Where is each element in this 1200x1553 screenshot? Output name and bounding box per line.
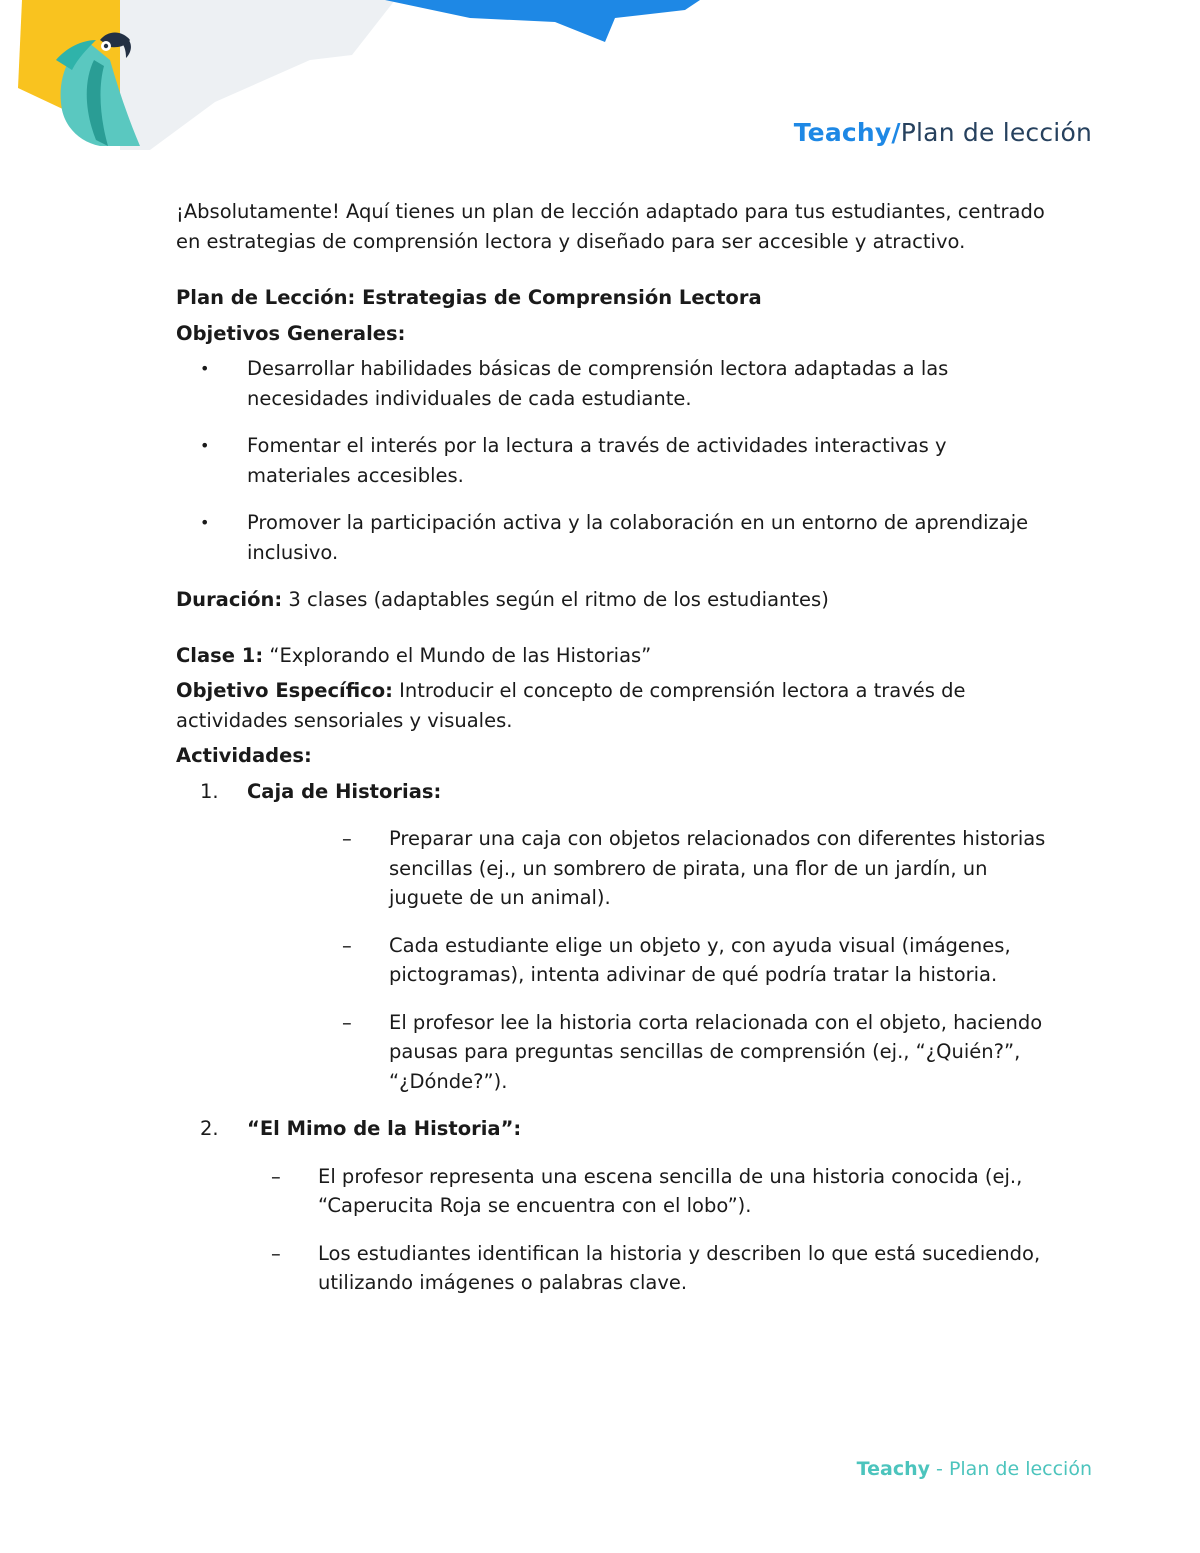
duration xyxy=(176,585,1046,615)
duration-text: 3 clases (adaptables según el ritmo de los estudiantes) xyxy=(282,588,829,611)
activity-steps xyxy=(176,1162,1046,1298)
specific-objective-text: Introducir el concepto de comprensión lectora a través de actividades sensoriales y visuales. xyxy=(176,679,966,732)
footer-brand: Teachy xyxy=(856,1458,930,1480)
footer-separator: - xyxy=(930,1458,949,1480)
objectives-list xyxy=(176,354,1046,567)
activity-item xyxy=(176,777,1046,1097)
intro-paragraph: ¡Absolutamente! Aquí tienes un plan de lección adaptado para tus estudiantes, centrado en estrategias de comprensión lectora y diseñado para ser accesible y atractivo. xyxy=(176,200,1045,253)
class-1-label: Clase 1: xyxy=(176,643,264,667)
header-title: Plan de lección xyxy=(900,118,1092,147)
list-item: • Promover la participación activa y la colaboración en un entorno de aprendizaje inclusivo. xyxy=(176,508,1046,567)
list-item: – Los estudiantes identifican la historia y describen lo que está sucediendo, utilizando imágenes o palabras clave. xyxy=(176,1239,1046,1298)
list-item: – El profesor representa una escena sencilla de una historia conocida (ej., “Caperucita Roja se encuentra con el lobo”). xyxy=(176,1162,1046,1221)
footer-title: Plan de lección xyxy=(948,1458,1092,1480)
header-brand xyxy=(794,118,1092,147)
blue-shape xyxy=(385,0,700,42)
class-1-text: “Explorando el Mundo de las Historias” xyxy=(263,643,652,667)
list-item: – Preparar una caja con objetos relacionados con diferentes historias sencillas (ej., un sombrero de pirata, una flor de un jardín, un juguete de un animal). xyxy=(247,824,1046,913)
specific-objective xyxy=(176,676,1046,735)
list-item: • Desarrollar habilidades básicas de comprensión lectora adaptadas a las necesidades individuales de cada estudiante. xyxy=(176,354,1046,413)
activities-list xyxy=(176,777,1046,1298)
activity-title: Caja de Historias: xyxy=(247,779,442,803)
activities-heading: Actividades: xyxy=(176,744,312,767)
footer xyxy=(857,1458,1092,1480)
list-item: – El profesor lee la historia corta relacionada con el objeto, haciendo pausas para preguntas sencillas de comprensión (ej., “¿Quién?”, “¿Dónde?”). xyxy=(247,1008,1046,1097)
activity-steps xyxy=(247,824,1046,1096)
duration-label: Duración: xyxy=(176,588,283,611)
grey-shape xyxy=(120,0,395,150)
activity-item xyxy=(176,1114,1046,1298)
activity-number: 1. xyxy=(200,779,219,803)
document-body xyxy=(176,197,1046,1316)
list-item: • Fomentar el interés por la lectura a través de actividades interactivas y materiales accesibles. xyxy=(176,431,1046,490)
activity-number: 2. xyxy=(200,1117,219,1140)
lesson-title: Plan de Lección: Estrategias de Comprensión Lectora xyxy=(176,286,762,309)
header-decoration xyxy=(0,0,720,160)
list-item: – Cada estudiante elige un objeto y, con ayuda visual (imágenes, pictogramas), intenta adivinar de qué podría tratar la historia. xyxy=(247,931,1046,990)
objectives-heading: Objetivos Generales: xyxy=(176,321,406,345)
class-1-title xyxy=(176,641,1046,671)
specific-objective-label: Objetivo Específico: xyxy=(176,679,393,702)
brand-name: Teachy/ xyxy=(793,118,901,147)
activity-title: “El Mimo de la Historia”: xyxy=(247,1117,522,1140)
